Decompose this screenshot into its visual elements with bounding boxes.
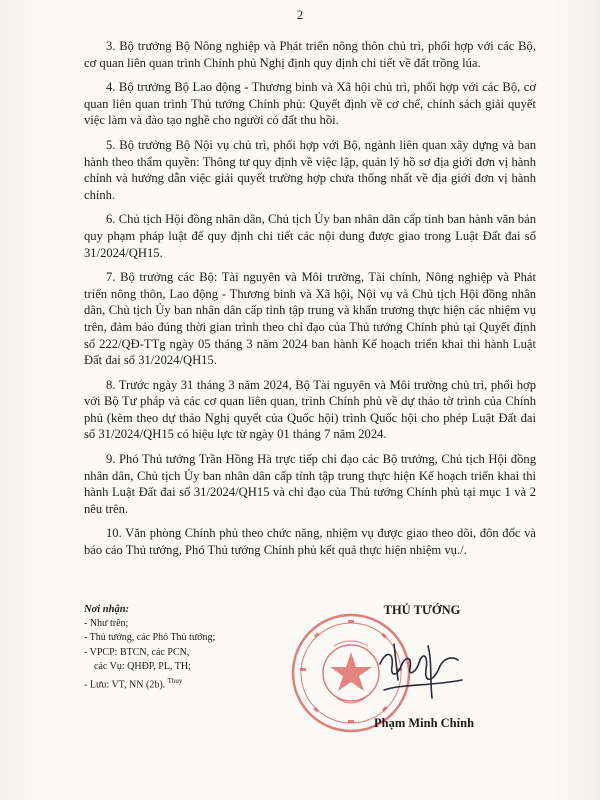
paragraph-item-7: 7. Bộ trưởng các Bộ: Tài nguyên và Môi trường, Tài chính, Nông nghiệp và Phát triển nông thôn, Lao động - Thương binh và Xã hội, Nội vụ và Chủ tịch Hội đồng nhân dân, Chủ tịch Ủy ban nhân dân cấp tỉnh tập trung và khẩn trương thực hiện các nhiệm vụ trên, đảm bảo đúng thời gian trình theo chỉ đạo của Thủ tướng Chính phủ tại Quyết định số 222/QĐ-TTg ngày 05 tháng 3 năm 2024 ban hành Kế hoạch triển khai thi hành Luật Đất đai số 31/2024/QH15.: [84, 270, 536, 368]
drafter-note: Thuy: [167, 677, 183, 686]
page-number: 2: [296, 7, 304, 22]
paragraph-item-6: 6. Chủ tịch Hội đồng nhân dân, Chủ tịch Ủy ban nhân dân cấp tỉnh ban hành văn bản quy phạm pháp luật để quy định chi tiết các nội dung được giao trong Luật Đất đai số 31/2024/QH15.: [84, 212, 536, 260]
recipient-item: - Như trên;: [84, 618, 129, 630]
document-body: [84, 38, 536, 567]
recipients-title: Nơi nhận:: [84, 604, 130, 615]
paragraph-item-4: 4. Bộ trưởng Bộ Lao động - Thương binh và Xã hội chủ trì, phối hợp với các Bộ, cơ quan liên quan trình Thủ tướng Chính phủ: Quyết định về cơ chế, chính sách giải quyết việc làm và đào tạo nghề cho người có đất thu hồi.: [84, 80, 536, 128]
paragraph-item-9: 9. Phó Thủ tướng Trần Hồng Hà trực tiếp chỉ đạo các Bộ trưởng, Chủ tịch Hội đồng nhân dân, Chủ tịch Ủy ban nhân dân cấp tỉnh tập trung thực hiện Kế hoạch triển khai thi hành Luật Đất đai số 31/2024/QH15 và chỉ đạo của Thủ tướng Chính phủ tại mục 1 và 2 nêu trên.: [84, 452, 536, 516]
paragraph-item-8: 8. Trước ngày 31 tháng 3 năm 2024, Bộ Tài nguyên và Môi trường chủ trì, phối hợp với Bộ Tư pháp và các cơ quan liên quan, trình Chính phủ về dự thảo tờ trình của Chính phủ (kèm theo dự thảo Nghị quyết của Quốc hội) trình Quốc hội cho phép Luật Đất đai số 31/2024/QH15 có hiệu lực từ ngày 01 tháng 7 năm 2024.: [84, 377, 536, 442]
signer-name: Phạm Minh Chính: [373, 716, 475, 730]
paragraph-item-5: 5. Bộ trưởng Bộ Nội vụ chủ trì, phối hợp với Bộ, ngành liên quan xây dựng và ban hành theo thẩm quyền: Thông tư quy định về việc lập, quản lý hồ sơ địa giới đơn vị hành chính và hướng dẫn việc giải quyết trường hợp chưa thống nhất về địa giới đơn vị hành chính.: [84, 137, 536, 202]
recipient-item: - Thủ tướng, các Phó Thủ tướng;: [84, 632, 216, 644]
recipient-item: - VPCP: BTCN, các PCN,: [84, 646, 190, 658]
recipient-item-archive: - Lưu: VT, NN (2b).: [84, 679, 166, 691]
recipient-item: các Vụ: QHĐP, PL, TH;: [94, 660, 191, 672]
recipients-block: [84, 603, 304, 693]
signer-title: THỦ TƯỚNG: [383, 603, 461, 617]
paragraph-item-3: 3. Bộ trưởng Bộ Nông nghiệp và Phát triển nông thôn chủ trì, phối hợp với các Bộ, cơ quan liên quan trình Chính phủ Nghị định quy định chi tiết về đất trồng lúa.: [84, 39, 536, 70]
handwritten-signature-icon: [372, 630, 472, 720]
paragraph-item-10: 10. Văn phòng Chính phủ theo chức năng, nhiệm vụ được giao theo dõi, đôn đốc và báo cáo Thủ tướng, Phó Thủ tướng Chính phủ kết quả thực hiện nhiệm vụ./.: [84, 526, 536, 558]
recipient-item: [84, 674, 304, 693]
